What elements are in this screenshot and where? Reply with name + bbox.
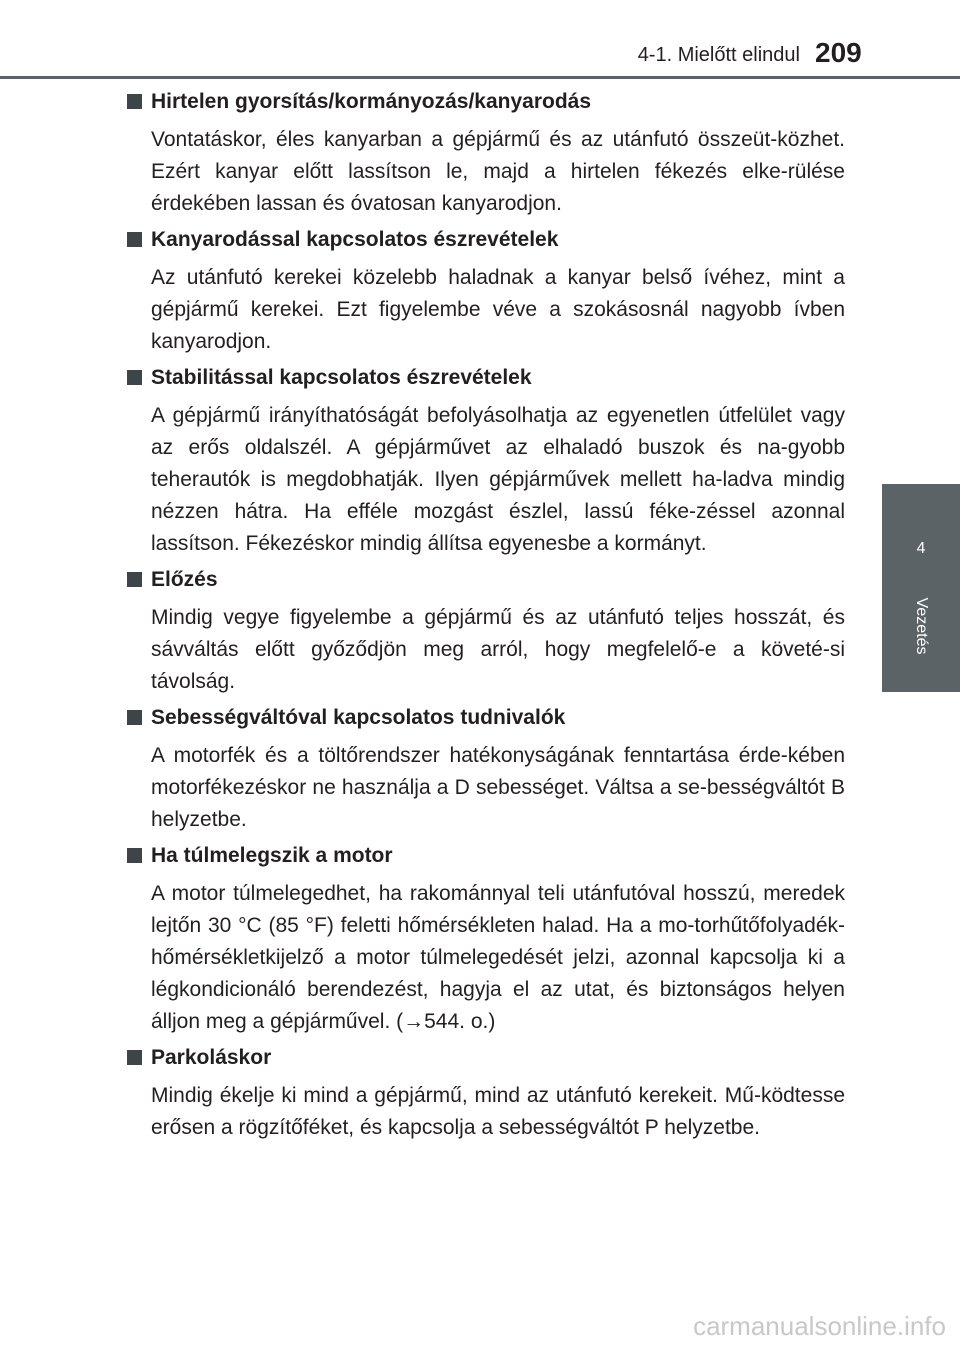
page-content — [127, 86, 845, 1148]
section-heading — [127, 702, 845, 734]
section-body: Vontatáskor, éles kanyarban a gépjármű és az utánfutó összeüt-közhet. Ezért kanyar előtt lassítson le, majd a hirtelen fékezés elke-rülése érdekében lassan és óvatosan kanyarodjon. — [151, 128, 845, 215]
section-label: 4-1. Mielőtt elindul — [637, 44, 800, 66]
page-header — [0, 0, 960, 80]
chapter-label: Vezetés — [913, 597, 930, 655]
watermark: carmanualsonline.info — [693, 1311, 946, 1341]
section-heading — [127, 362, 845, 394]
square-bullet-icon — [127, 94, 142, 109]
section-heading-text: Parkoláskor — [151, 1046, 272, 1069]
section-body: Mindig vegye figyelembe a gépjármű és az utánfutó teljes hosszát, és sávváltás előtt győződjön meg arról, hogy megfelelő-e a követé-si távolság. — [151, 606, 845, 693]
section-body: Az utánfutó kerekei közelebb haladnak a kanyar belső ívéhez, mint a gépjármű kerekei. Ezt figyelembe véve a szokásosnál nagyobb ívben kanyarodjon. — [151, 266, 845, 353]
section-overtaking — [127, 564, 845, 698]
square-bullet-icon — [127, 370, 142, 385]
section-body: A motor túlmelegedhet, ha rakománnyal teli utánfutóval hosszú, meredek lejtőn 30 °C (85 °F) feletti hőmérsékleten halad. Ha a mo-torhűtőfolyadék-hőmérsékletkijelző a motor túlmelegedését jelzi, azonnal kapcsolja ki a légkondicionáló berendezést, hagyja el az utat, és biztonságos helyen álljon meg a gépjárművel. (→544. o.) — [151, 882, 845, 1033]
section-body: A gépjármű irányíthatóságát befolyásolhatja az egyenetlen útfelület vagy az erős oldalszél. A gépjárművet az elhaladó buszok és na-gyobb teherautók is megdobhatják. Ilyen gépjárművek mellett ha-ladva mindig nézzen hátra. Ha efféle mozgást észlel, lassú féke-zéssel azonnal lassítson. Fékezéskor mindig állítsa egyenesbe a kormányt. — [151, 404, 845, 555]
section-heading-text: Stabilitással kapcsolatos észrevételek — [151, 366, 532, 389]
chapter-side-tab[interactable] — [882, 484, 960, 692]
square-bullet-icon — [127, 1050, 142, 1065]
section-heading — [127, 1042, 845, 1074]
section-overheating — [127, 840, 845, 1038]
section-heading — [127, 86, 845, 118]
chapter-number: 4 — [916, 540, 926, 557]
section-transmission — [127, 702, 845, 836]
section-sudden-maneuvers — [127, 86, 845, 220]
square-bullet-icon — [127, 232, 142, 247]
section-heading-text: Sebességváltóval kapcsolatos tudnivalók — [151, 706, 566, 729]
section-stability — [127, 362, 845, 560]
section-heading-text: Hirtelen gyorsítás/kormányozás/kanyarodás — [151, 90, 592, 113]
header-rule — [0, 76, 960, 79]
square-bullet-icon — [127, 572, 142, 587]
square-bullet-icon — [127, 848, 142, 863]
section-heading-text: Előzés — [151, 568, 218, 591]
section-heading — [127, 840, 845, 872]
section-parking — [127, 1042, 845, 1144]
page-number: 209 — [815, 37, 862, 68]
section-heading — [127, 224, 845, 256]
section-body: Mindig ékelje ki mind a gépjármű, mind az utánfutó kerekeit. Mű-ködtesse erősen a rögzítőféket, és kapcsolja a sebességváltót P helyzetbe. — [151, 1084, 845, 1139]
section-heading-text: Kanyarodással kapcsolatos észrevételek — [151, 228, 559, 251]
section-heading — [127, 564, 845, 596]
square-bullet-icon — [127, 710, 142, 725]
section-cornering — [127, 224, 845, 358]
section-heading-text: Ha túlmelegszik a motor — [151, 844, 393, 867]
section-body: A motorfék és a töltőrendszer hatékonyságának fenntartása érde-kében motorfékezéskor ne használja a D sebességet. Váltsa a se-bességváltót B helyzetbe. — [151, 744, 845, 831]
